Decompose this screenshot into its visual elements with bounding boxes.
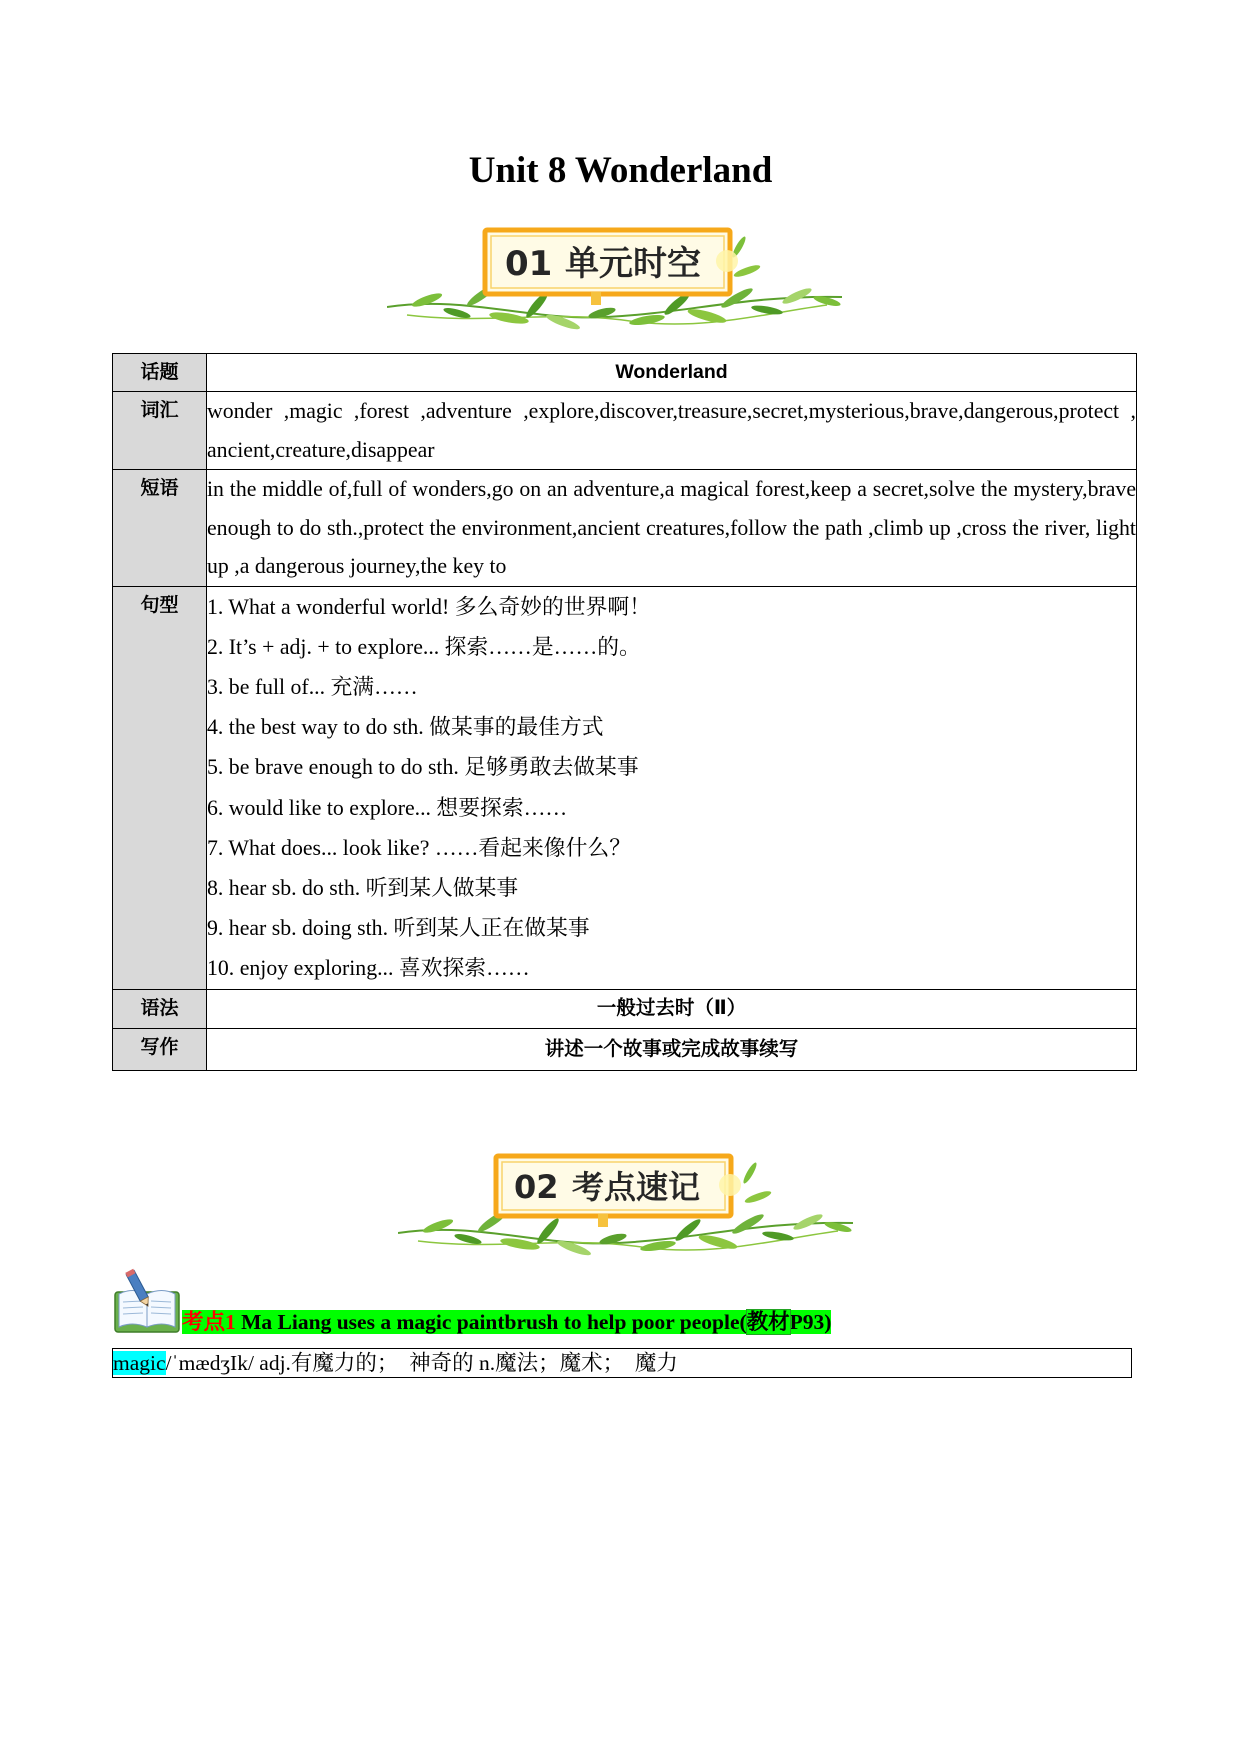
sentence-pattern: 1. What a wonderful world! 多么奇妙的世界啊！ [207,594,651,619]
notebook-pencil-icon [112,1268,184,1334]
sentence-pattern: 6. would like to explore... 想要探索…… [207,795,568,820]
phrases-value: in the middle of,full of wonders,go on an adventure,a magical forest,keep a secret,solve the mystery,brave enough to do sth.,protect the environment,ancient creatures,follow the path ,climb up ,cross the river, light up ,a dangerous journey,the key to [207,470,1137,587]
sentence-pattern: 7. What does... look like? ……看起来像什么？ [207,835,631,860]
row-sentence-patterns [113,586,1137,989]
sentence-pattern: 10. enjoy exploring... 喜欢探索…… [207,956,530,981]
label-sentence-patterns: 句型 [113,586,207,989]
key-point-heading [182,1309,831,1336]
vocabulary-value: wonder ,magic ,forest ,adventure ,explore,discover,treasure,secret,mysterious,brave,dangerous,protect , ancient,creature,disappear [207,392,1137,470]
row-writing [113,1028,1137,1070]
sentence-pattern: 4. the best way to do sth. 做某事的最佳方式 [207,715,604,740]
banner-graphic [387,225,842,331]
banner-number: 01 [505,244,553,284]
topic-value: Wonderland [207,354,1137,392]
sentence-pattern: 9. hear sb. doing sth. 听到某人正在做某事 [207,916,590,941]
vocabulary-entry-box [112,1348,1132,1378]
entry-definition: /ˈmædʒIk/ adj.有魔力的； 神奇的 n.魔法；魔术； 魔力 [165,1351,678,1375]
banner-graphic [398,1151,853,1257]
label-vocabulary: 词汇 [113,392,207,470]
label-phrases: 短语 [113,470,207,587]
row-phrases [113,470,1137,587]
overview-table [112,353,1137,1071]
writing-value: 讲述一个故事或完成故事续写 [207,1028,1137,1070]
label-writing: 写作 [113,1028,207,1070]
sentence-patterns-cell [207,586,1137,989]
sentence-pattern: 2. It’s + adj. + to explore... 探索……是……的。 [207,634,641,659]
key-point-text: Ma Liang uses a magic paintbrush to help poor people( [235,1310,747,1334]
sentence-pattern: 3. be full of... 充满…… [207,674,418,699]
banner-label: 考点速记 [572,1168,701,1206]
label-topic: 话题 [113,354,207,392]
key-point-source: 教材 [746,1310,790,1334]
grammar-value: 一般过去时（Ⅱ） [207,989,1137,1028]
section-banner-key-points [398,1151,853,1257]
sentence-pattern: 5. be brave enough to do sth. 足够勇敢去做某事 [207,755,639,780]
key-point-page: P93) [789,1310,832,1334]
entry-word: magic [113,1351,166,1375]
row-vocabulary [113,392,1137,470]
key-point-tag: 考点 [182,1310,226,1334]
sentence-pattern: 8. hear sb. do sth. 听到某人做某事 [207,875,519,900]
label-grammar: 语法 [113,989,207,1028]
section-banner-unit-overview [387,225,842,331]
page-title: Unit 8 Wonderland [468,150,773,191]
row-grammar [113,989,1137,1028]
key-point-number: 1 [225,1310,236,1334]
banner-label: 单元时空 [565,244,701,284]
row-topic [113,354,1137,392]
banner-number: 02 [514,1168,559,1206]
